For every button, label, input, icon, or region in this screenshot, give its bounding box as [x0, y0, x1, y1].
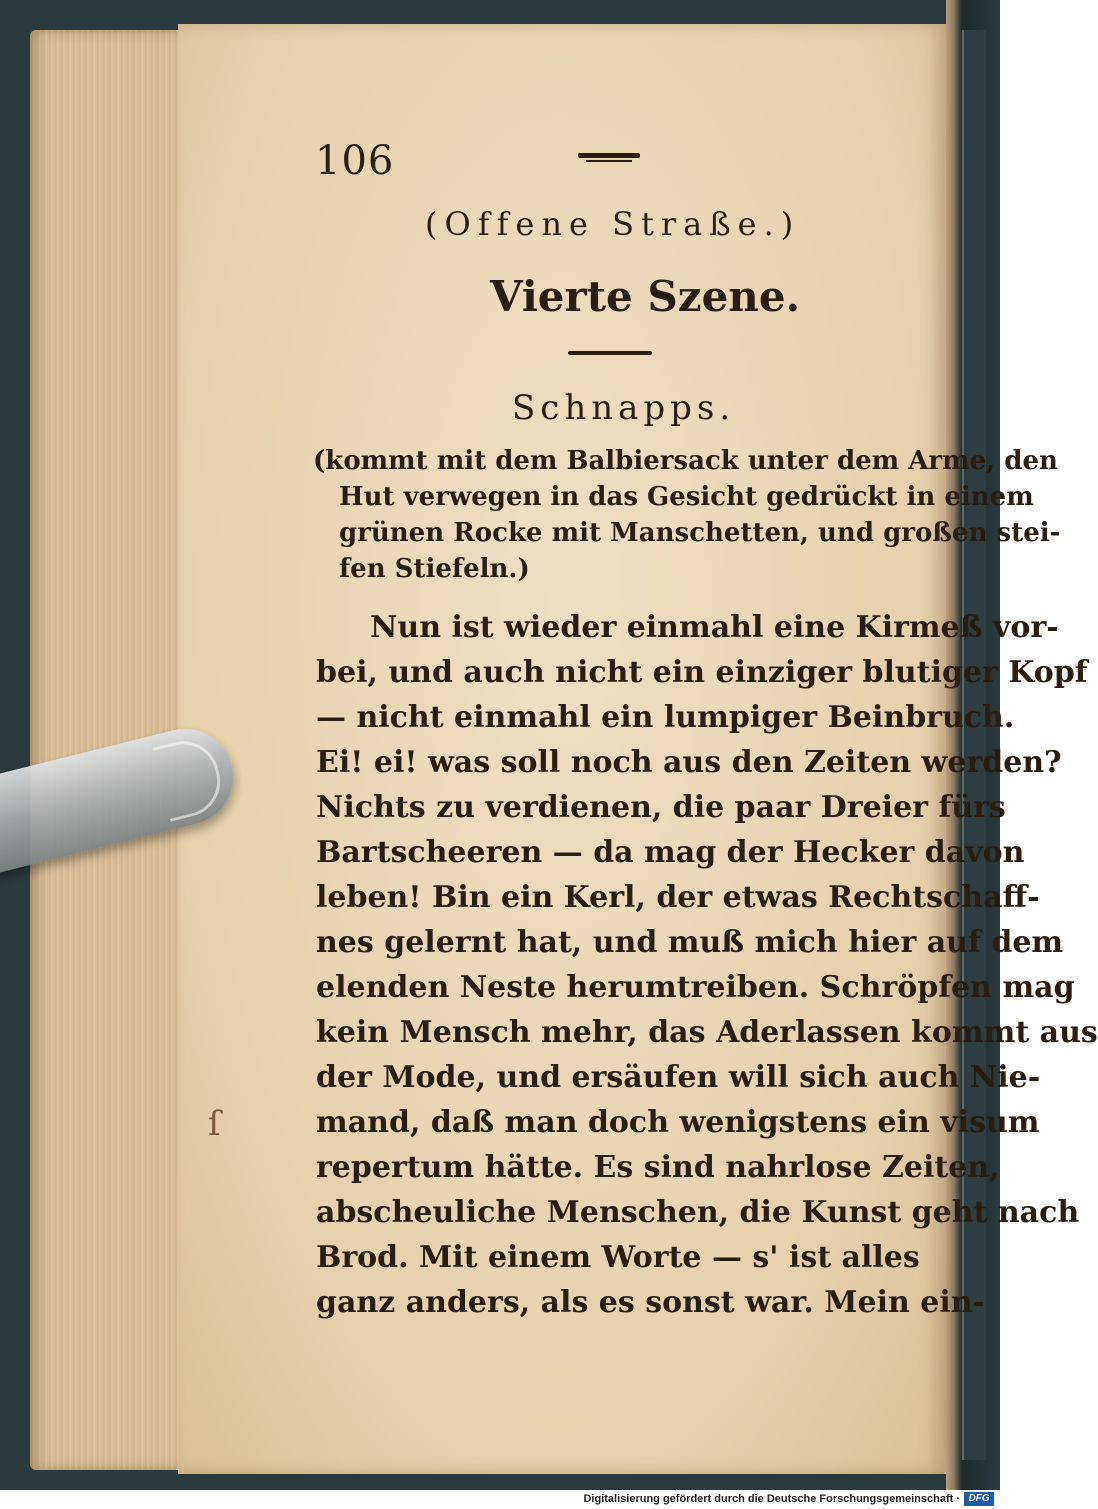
scene-divider-rule: [568, 351, 652, 355]
funding-credit: Digitalisierung gefördert durch die Deutsche Forschungsgemeinschaft ·: [583, 1493, 960, 1505]
body-text-line: Ei! ei! was soll noch aus den Zeiten werden?: [316, 745, 1062, 780]
body-text-line: abscheuliche Menschen, die Kunst geht nach: [316, 1195, 1080, 1230]
margin-mark: ſ: [208, 1104, 221, 1144]
body-text-line: mand, daß man doch wenigstens ein visum: [316, 1105, 1040, 1140]
header-ornament-rule: [578, 150, 640, 164]
body-text-line: nes gelernt hat, und muß mich hier auf dem: [316, 925, 1064, 960]
stage-direction: (Offene Straße.): [425, 205, 801, 243]
scene-title: Vierte Szene.: [490, 272, 801, 321]
body-text-line: der Mode, und ersäufen will sich auch Nie-: [316, 1060, 1041, 1095]
body-text-line: leben! Bin ein Kerl, der etwas Rechtschaff-: [316, 880, 1040, 915]
body-text-line: — nicht einmahl ein lumpiger Beinbruch.: [316, 700, 1015, 735]
direction-line: (kommt mit dem Balbiersack unter dem Arme, den: [313, 446, 1058, 476]
body-text-line: kein Mensch mehr, das Aderlassen kommt aus: [316, 1015, 1098, 1050]
body-text-line: repertum hätte. Es sind nahrlose Zeiten,: [316, 1150, 1000, 1185]
character-name: Schnapps.: [512, 388, 736, 428]
body-text-line: elenden Neste herumtreiben. Schröpfen mag: [316, 970, 1075, 1005]
direction-line: fen Stiefeln.): [339, 554, 530, 584]
body-text-line: Nun ist wieder einmahl eine Kirmeß vor-: [370, 610, 1059, 645]
digitization-footer: [0, 1490, 1000, 1509]
body-text-line: Nichts zu verdienen, die paar Dreier fürs: [316, 790, 1006, 825]
clamp-highlight: [152, 734, 228, 822]
body-text-line: ganz anders, als es sonst war. Mein ein-: [316, 1285, 985, 1320]
body-text-line: Brod. Mit einem Worte — s' ist alles: [316, 1240, 920, 1275]
direction-line: Hut verwegen in das Gesicht gedrückt in einem: [339, 482, 1034, 512]
direction-line: grünen Rocke mit Manschetten, und großen stei-: [339, 518, 1061, 548]
page-number: 106: [315, 138, 395, 184]
body-text-line: Bartscheeren — da mag der Hecker davon: [316, 835, 1025, 870]
body-text-line: bei, und auch nicht ein einziger blutiger Kopf: [316, 655, 1088, 690]
dfg-logo: DFG: [964, 1492, 994, 1506]
